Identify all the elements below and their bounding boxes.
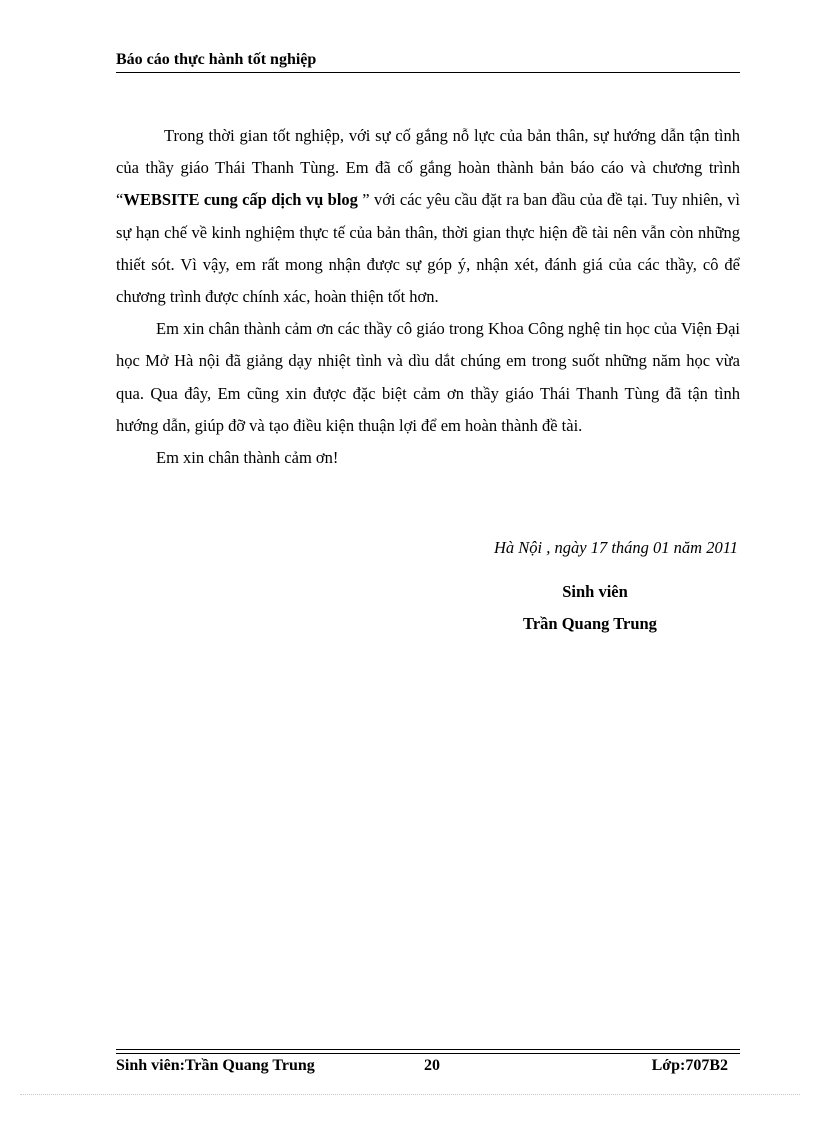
paragraph-1 [116,120,740,313]
page-header [116,50,740,73]
footer-student: Sinh viên:Trần Quang Trung [116,1057,315,1074]
header-title: Báo cáo thực hành tốt nghiệp [116,51,317,68]
signature-role: Sinh viên [562,582,628,601]
signature-name: Trần Quang Trung [523,614,657,633]
paragraph-3: Em xin chân thành cảm ơn! [156,448,339,468]
project-title: WEBSITE cung cấp dịch vụ blog [123,190,358,210]
footer-rule [116,1049,740,1050]
paragraph-1-text-start: Trong thời gian tốt nghiệp, với sự cố gắng nỗ lực của bản thân, sự hướng dẫn tận tình của thầy giáo Thái Thanh Tùng. Em đã cố gắng hoàn thành bản báo cáo và chương trình “ [116,126,740,210]
footer-class: Lớp:707B2 [651,1057,728,1074]
page-footer [116,1055,740,1079]
date-line: Hà Nội , ngày 17 tháng 01 năm 2011 [494,538,738,557]
body-text [116,120,740,474]
page-edge-divider [20,1094,800,1095]
page-number: 20 [424,1057,440,1074]
footer-rule-secondary [116,1053,740,1054]
paragraph-1-text-end: ” với các yêu cầu đặt ra ban đầu của đề tại. Tuy nhiên, vì sự hạn chế về kinh nghiệm thực tế của bản thân, thời gian thực hiện đề tài nên vẫn còn những thiết sót. Vì vậy, em rất mong nhận được sự góp ý, nhận xét, đánh giá của các thầy, cô để chương trình được chính xác, hoàn thiện tốt hơn. [116,190,740,307]
paragraph-2: Em xin chân thành cảm ơn các thầy cô giáo trong Khoa Công nghệ tin học của Viện Đại học Mở Hà nội đã giảng dạy nhiệt tình và dìu dắt chúng em trong suốt những năm học vừa qua. Qua đây, Em cũng xin được đặc biệt cảm ơn thầy giáo Thái Thanh Tùng đã tận tình hướng dẫn, giúp đỡ và tạo điều kiện thuận lợi để em hoàn thành đề tài. [116,319,740,435]
